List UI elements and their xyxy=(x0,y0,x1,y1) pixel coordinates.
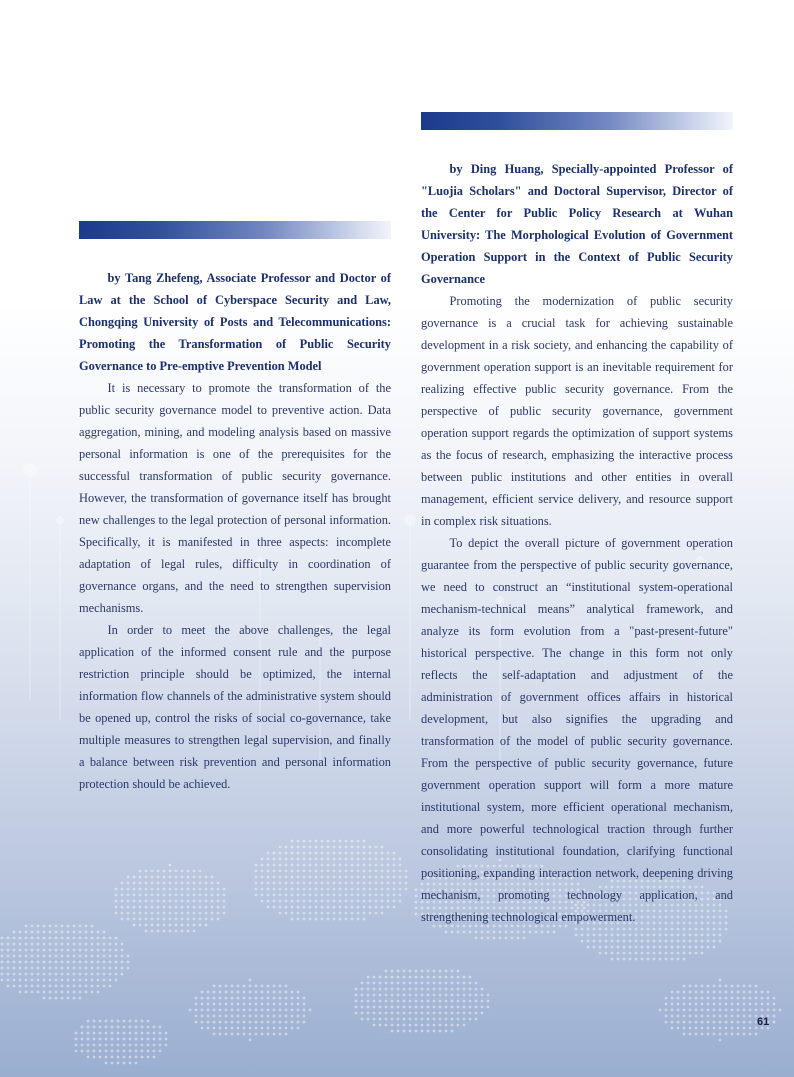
section-bar-left xyxy=(79,221,391,239)
right-article-column xyxy=(421,158,733,928)
left-article-paragraph: In order to meet the above challenges, the legal application of the informed consent rule and the purpose restriction principle should be optimized, the internal information flow channels of the administrative system should be opened up, control the risks of social co-governance, take multiple measures to strengthen legal supervision, and finally a balance between risk prevention and personal information protection should be achieved. xyxy=(79,623,391,791)
right-article-paragraph: Promoting the modernization of public security governance is a crucial task for achieving sustainable development in a risk society, and enhancing the capability of government operation support is an inevitable requirement for realizing effective public security governance. From the perspective of public security governance, government operation support regards the optimization of support systems as the focus of research, emphasizing the interactive process between public institutions and other entities in overall management, efficient service delivery, and resource support in complex risk situations. xyxy=(421,294,733,528)
section-bar-right xyxy=(421,112,733,130)
page-number: 61 xyxy=(757,1016,770,1028)
left-article-byline: by Tang Zhefeng, Associate Professor and Doctor of Law at the School of Cyberspace Security and Law, Chongqing University of Posts and Telecommunications: Promoting the Transformation of Public Security Governance to Pre-emptive Prevention Model xyxy=(79,271,391,373)
right-article-byline: by Ding Huang, Specially-appointed Professor of "Luojia Scholars" and Doctoral Supervisor, Director of the Center for Public Policy Research at Wuhan University: The Morphological Evolution of Government Operation Support in the Context of Public Security Governance xyxy=(421,162,733,286)
right-article-paragraph: To depict the overall picture of government operation guarantee from the perspective of public security governance, we need to construct an “institutional system-operational mechanism-technical means” analytical framework, and analyze its form evolution from a "past-present-future" historical perspective. The change in this form not only reflects the self-adaptation and adjustment of the administration of government offices affairs in historical development, but also signifies the upgrading and transformation of the model of public security governance. From the perspective of public security governance, future government operation support will form a more mature institutional system, more efficient operational mechanism, and more powerful technological traction through further consolidating institutional foundation, clarifying functional positioning, expanding interaction network, deepening driving mechanism, promoting technology application, and strengthening technological empowerment. xyxy=(421,536,733,924)
left-article-paragraph: It is necessary to promote the transformation of the public security governance model to preventive action. Data aggregation, mining, and modeling analysis based on massive personal information is one of the prerequisites for the successful transformation of public security governance. However, the transformation of governance itself has brought new challenges to the legal protection of personal information. Specifically, it is manifested in three aspects: incomplete adaptation of legal rules, difficulty in coordination of governance organs, and the need to strengthen supervision mechanisms. xyxy=(79,381,391,615)
left-article-column xyxy=(79,267,391,795)
